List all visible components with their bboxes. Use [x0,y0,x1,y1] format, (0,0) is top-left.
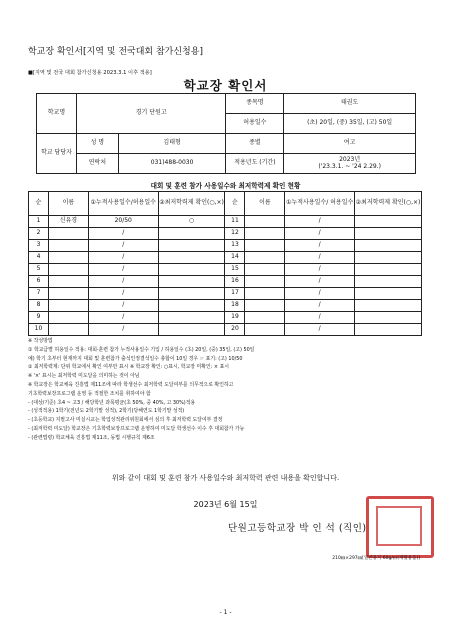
year-label: 적용년도 (기간) [226,154,284,174]
table-cell-left-days: / [88,276,158,288]
table-cell-left-days: / [88,312,158,324]
table-cell-right-check [355,324,422,336]
table-cell-right-days: / [285,300,355,312]
table-cell-right-no: 17 [225,288,245,300]
instruction-line: ※ '×' 표시는 최저학력 미도달을 의미하는 것이 아님 [28,373,140,380]
table-cell-left-name [48,324,88,336]
table-cell-left-check [158,252,225,264]
principal-signature: 단원고등학교장 박 인 석 (직인) [228,523,367,534]
table-cell-right-days: / [285,216,355,228]
table-cell-right-no: 13 [225,240,245,252]
table-cell-left-check [158,276,225,288]
table-cell-right-no: 14 [225,252,245,264]
table-cell-left-no: 6 [29,276,49,288]
table-cell-left-name [48,312,88,324]
table-cell-left-days: / [88,288,158,300]
table-cell-left-check [158,324,225,336]
table-header-row [29,192,422,216]
table-row [29,324,422,336]
table-cell-left-days: / [88,264,158,276]
table-row [29,288,422,300]
table-cell-left-no: 1 [29,216,49,228]
official-seal-inner [376,506,422,546]
school-label: 학교명 [37,94,77,134]
allowed-days-value: (초) 20일, (중) 35일, (고) 50일 [284,114,416,134]
instruction-line: ① 학교급별 허용일수 적용: 대회·훈련 참가 누적사용일수 기입 / 허용일수 (초) 20일, (중) 35일, (고) 50일 [28,346,255,353]
table-cell-right-check [355,240,422,252]
table-cell-left-days: / [88,228,158,240]
table-cell-right-no: 15 [225,264,245,276]
column-header: 이름 [48,192,88,216]
table-cell-right-days: / [285,228,355,240]
table-row [29,264,422,276]
table-cell-right-name [245,228,285,240]
table-cell-right-days: / [285,324,355,336]
table-cell-right-name [245,264,285,276]
instruction-line: - (대상/기준) 초4 ~ 고3 / 해당학년 과목평균(초 50%, 중 40%, 고 30%)적용 [28,399,196,406]
table-cell-left-days: 20/50 [88,216,158,228]
table-cell-right-name [245,288,285,300]
instruction-line: - (초등학교) 지필고사 미실시교는 학업성적관리위원회에서 심의 후 최저학력 도달여부 결정 [28,417,223,424]
table-cell-right-check [355,312,422,324]
table-cell-right-days: / [285,312,355,324]
table-cell-right-check [355,288,422,300]
table-row [29,276,422,288]
contact-value: 031)488-0030 [118,154,226,174]
event-label: 종목명 [226,94,284,114]
table-cell-left-name [48,300,88,312]
table-cell-right-no: 16 [225,276,245,288]
table-cell-left-no: 10 [29,324,49,336]
name-value: 김태형 [118,134,226,154]
table-cell-left-check [158,312,225,324]
table-cell-left-check [158,264,225,276]
table-cell-right-days: / [285,264,355,276]
table-cell-right-days: / [285,288,355,300]
table-cell-right-name [245,300,285,312]
table-cell-right-check [355,264,422,276]
table-cell-right-check [355,216,422,228]
table-cell-left-name [48,228,88,240]
table-cell-left-check [158,240,225,252]
form-applicability-note: ■[지역 및 전국 대회 참가신청용 2023.3.1 이후 적용] [28,70,152,76]
name-label: 성 명 [76,134,118,154]
school-info-table [36,93,416,174]
status-section-title: 대회 및 훈련 참가 사용일수와 최저학력제 확인 현황 [150,182,301,190]
table-cell-right-days: / [285,276,355,288]
instruction-line: ※ 작성방법 [28,338,53,344]
table-cell-right-name [245,252,285,264]
page-title: 학교장 확인서 [183,78,268,93]
table-cell-right-name [245,276,285,288]
document-date: 2023년 6월 15일 [193,500,258,509]
table-cell-right-name [245,312,285,324]
table-cell-right-no: 12 [225,228,245,240]
period-value: ('23.3.1. ~ '24 2.29.) [318,162,381,170]
gender-value: 여고 [284,134,416,154]
column-header: 순 [29,192,49,216]
table-cell-left-days: / [88,240,158,252]
instruction-line: - (관련법령) 학교체육 진흥법 제11조, 동법 시행규칙 제6조 [28,434,155,441]
allowed-days-label: 허용일수 [226,114,284,134]
table-cell-left-days: / [88,252,158,264]
table-cell-right-no: 19 [225,312,245,324]
table-cell-right-check [355,252,422,264]
table-cell-left-no: 9 [29,312,49,324]
table-cell-left-no: 4 [29,252,49,264]
table-row [29,300,422,312]
column-header: 순 [225,192,245,216]
column-header: ①누적사용일수/ 허용일수 [285,192,355,216]
instruction-line: 기초학력보장프로그램 운영 등 적절한 조치를 취하여야 함 [28,390,151,397]
table-row [29,252,422,264]
table-cell-right-name [245,216,285,228]
event-value: 태권도 [284,94,416,114]
table-cell-right-check [355,300,422,312]
paper-spec-note: 210㎜×297㎜[일반용지 60g/㎡(재활용품)] [332,556,420,561]
table-cell-right-no: 18 [225,300,245,312]
table-cell-left-no: 8 [29,300,49,312]
table-row [29,312,422,324]
table-cell-left-name [48,264,88,276]
table-cell-right-no: 11 [225,216,245,228]
instruction-line: ② 최저학력제: 단위 학교에서 확인 여부만 표시 ※ 학교장 확인: ○표시, 학교장 미확인: × 표시 [28,364,230,371]
staff-label: 학교 담당자 [37,134,77,174]
table-row [29,240,422,252]
table-cell-left-name [48,240,88,252]
table-cell-left-check: ○ [158,216,225,228]
table-cell-left-no: 7 [29,288,49,300]
school-name: 경기 단원고 [76,94,226,134]
instruction-line: 예) 학기 초부터 현재까지 대회 및 훈련참가 출석인정결석일수 총합이 10일 경우 ☞ 표기: (고) 10/50 [28,355,243,362]
table-cell-left-name: 신유경 [48,216,88,228]
column-header: ②최저학력제 확인(○,×) [158,192,225,216]
contact-label: 연락처 [76,154,118,174]
table-cell-left-check [158,228,225,240]
instruction-line: - (성적적용) 1학기(전년도 2학기말 성적), 2학기(당해연도 1학기말 성적) [28,408,185,415]
participation-status-table [28,191,422,336]
table-cell-left-no: 5 [29,264,49,276]
table-cell-right-no: 20 [225,324,245,336]
year-cell [284,154,416,174]
writing-instructions [28,337,428,443]
page-number: - 1 - [219,609,232,616]
table-cell-right-days: / [285,252,355,264]
table-cell-right-name [245,240,285,252]
table-cell-left-days: / [88,300,158,312]
column-header: ①누적사용일수/허용일수 [88,192,158,216]
year-value: 2023년 [339,155,361,163]
column-header: ②최저학력제 확인(○,×) [355,192,422,216]
table-cell-right-check [355,276,422,288]
table-cell-right-check [355,228,422,240]
instruction-line: ※ 학교장은 학교체육 진흥법 제11조에 따라 학생선수 최저학력 도달여부를 의무적으로 확인하고 [28,381,234,388]
table-cell-left-check [158,300,225,312]
document-header: 학교장 확인서[지역 및 전국대회 참가신청용] [28,47,203,57]
table-cell-left-no: 3 [29,240,49,252]
table-cell-left-check [158,288,225,300]
table-row [29,216,422,228]
table-cell-right-name [245,324,285,336]
column-header: 이름 [245,192,285,216]
table-cell-right-days: / [285,240,355,252]
gender-label: 종별 [226,134,284,154]
table-cell-left-name [48,288,88,300]
table-cell-left-days: / [88,324,158,336]
table-cell-left-name [48,276,88,288]
instruction-line: - (최저학력 미도달) 학교장은 기초학력보장프로그램 운영하여 미도달 학생선수 이수 후 대회참가 가능 [28,425,245,432]
table-cell-left-no: 2 [29,228,49,240]
confirmation-statement: 위와 같이 대회 및 훈련 참가 사용일수와 최저학력 관련 내용을 확인합니다. [111,474,340,482]
table-row [29,228,422,240]
table-cell-left-name [48,252,88,264]
